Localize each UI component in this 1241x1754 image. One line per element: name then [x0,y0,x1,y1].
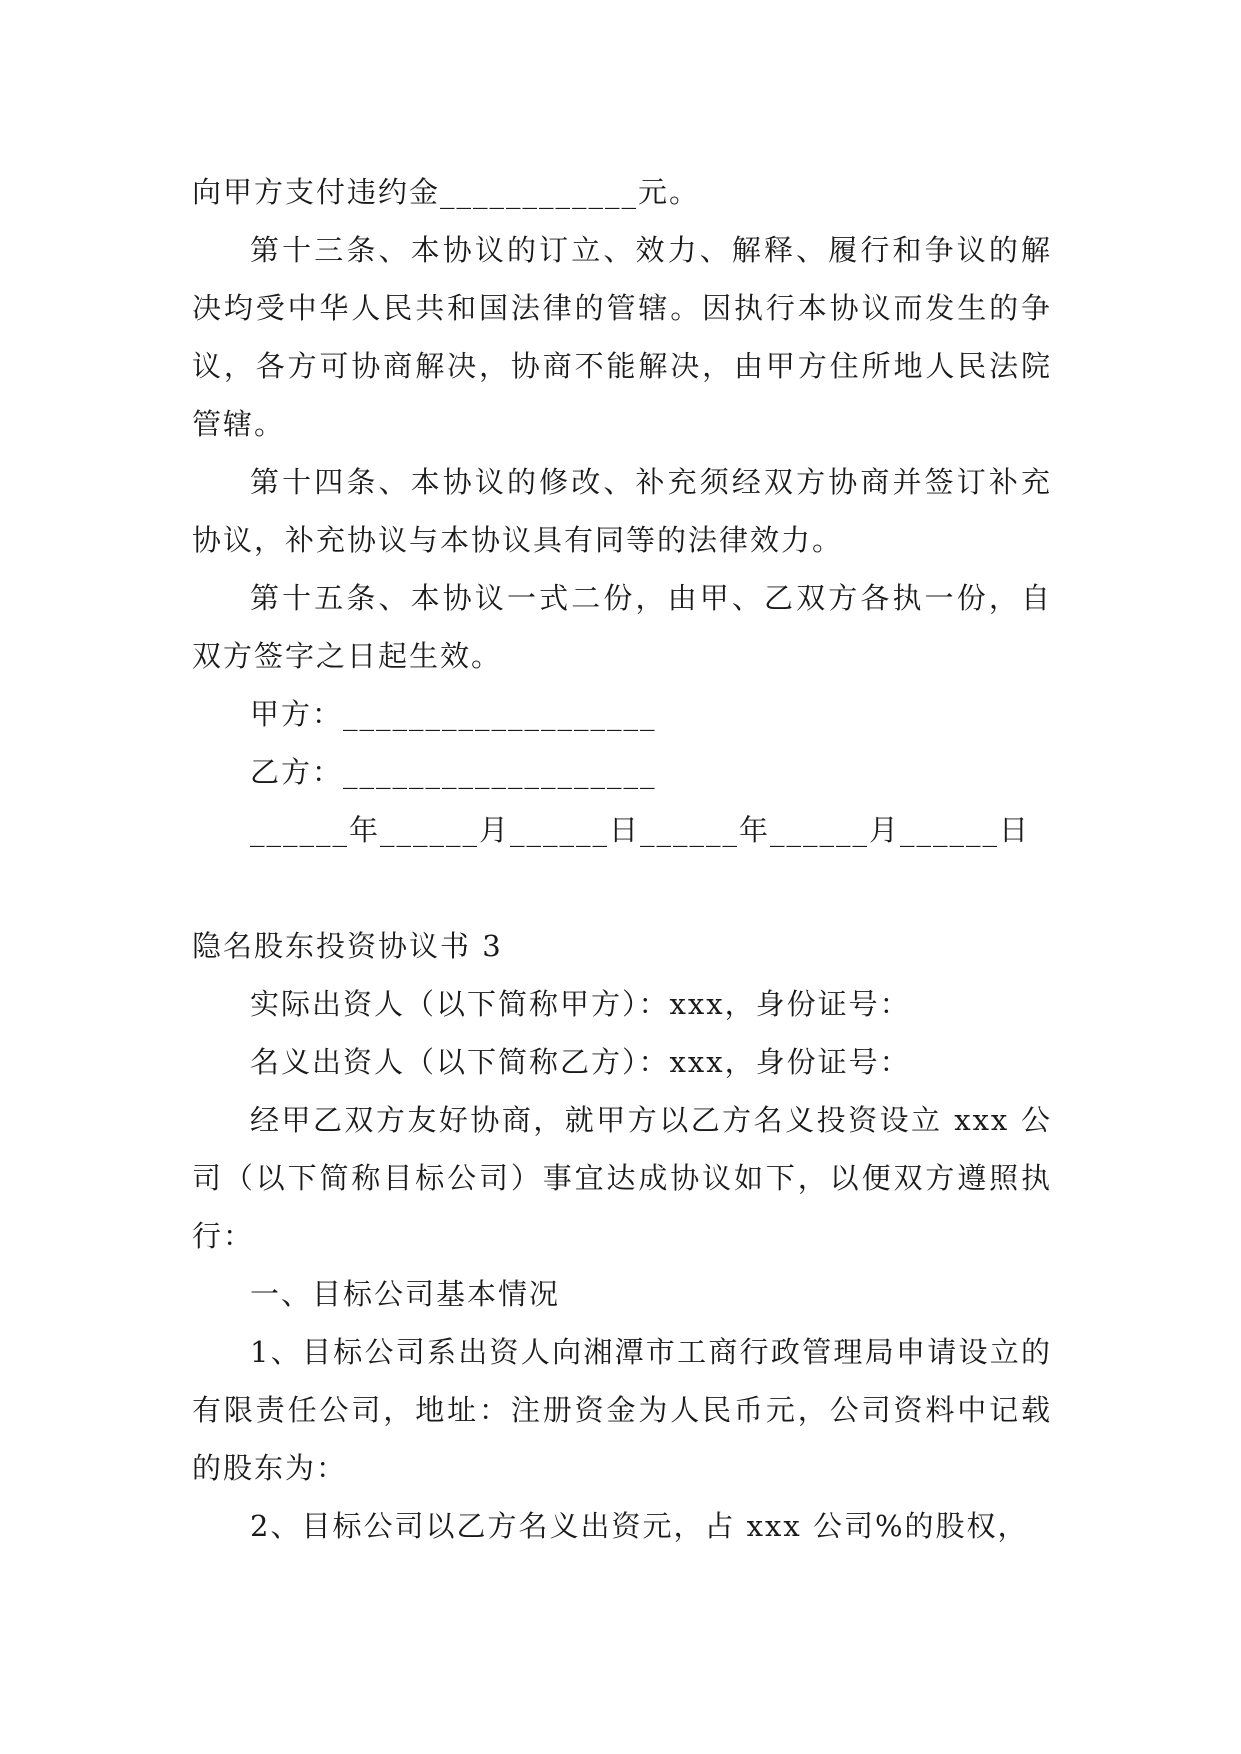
penalty-paragraph: 向甲方支付违约金____________元。 [192,175,701,209]
document-body [192,163,1052,1555]
party-b-signature-line: 乙方：___________________ [250,755,657,789]
section-spacer [192,859,1052,917]
company-info-item-1: 1、目标公司系出资人向湘潭市工商行政管理局申请设立的有限责任公司，地址：注册资金为人民币元，公司资料中记载的股东为： [192,1335,1052,1485]
date-signature-line: ______年______月______日______年______月______日 [250,813,1031,847]
party-a-signature-line: 甲方：___________________ [250,697,657,731]
article-14-paragraph: 第十四条、本协议的修改、补充须经双方协商并签订补充协议，补充协议与本协议具有同等的法律效力。 [192,465,1052,557]
article-13-paragraph: 第十三条、本协议的订立、效力、解释、履行和争议的解决均受中华人民共和国法律的管辖。因执行本协议而发生的争议，各方可协商解决，协商不能解决，由甲方住所地人民法院管辖。 [192,233,1052,441]
article-15-paragraph: 第十五条、本协议一式二份，由甲、乙双方各执一份，自双方签字之日起生效。 [192,581,1052,673]
company-info-item-2: 2、目标公司以乙方名义出资元，占 xxx 公司%的股权， [250,1509,1029,1543]
agreement-intro-paragraph: 经甲乙双方友好协商，就甲方以乙方名义投资设立 xxx 公司（以下简称目标公司）事宜达成协议如下，以便双方遵照执行： [192,1103,1052,1253]
section-title: 隐名股东投资协议书 3 [192,929,503,963]
actual-investor-paragraph: 实际出资人（以下简称甲方）：xxx，身份证号： [250,987,911,1021]
company-info-heading: 一、目标公司基本情况 [250,1277,561,1311]
nominal-investor-paragraph: 名义出资人（以下简称乙方）：xxx，身份证号： [250,1045,911,1079]
